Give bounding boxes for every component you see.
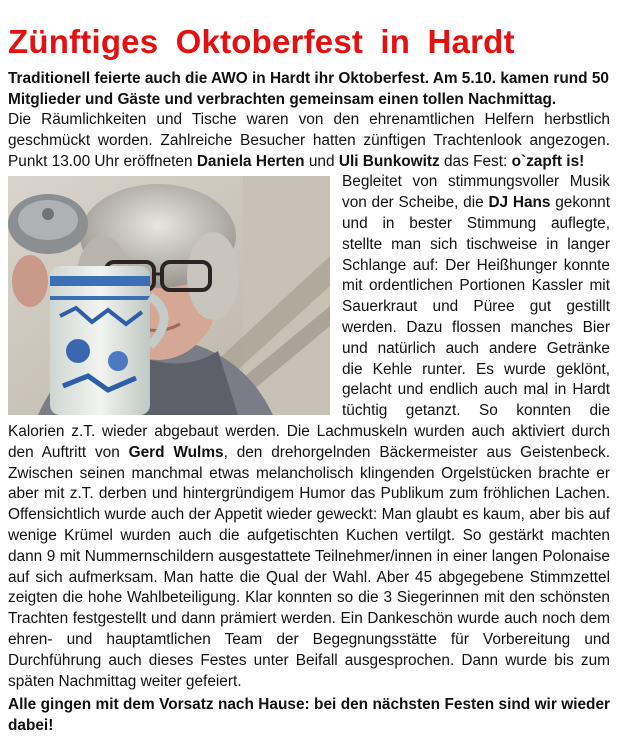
host-name-2: Uli Bunkowitz (338, 152, 440, 170)
article (8, 0, 610, 736)
intro-text-2: und (304, 152, 339, 170)
body-text-1: Begleitet von stimmungsvoller Musik von der Scheibe, die (342, 173, 610, 212)
body-text-2: gekonnt und in bester Stimmung auflegte, stellte man sich tischweise in langer Schlange auf: Der Heißhunger konnte mit ordentlichen Portionen Kassler mit Sauerkraut und Püree gut gestillt werden. Dazu flossen manches Bier und natürlich auch andere Getränke die Kehle runter. Es wurde geklönt, gelacht und endlich auch mal in Hardt tüchtig getanzt. So konnten die Kalorien z.T. wieder abgebaut werden. Die Lachmuskeln wurden auch aktiviert durch den Auftritt von (8, 194, 610, 461)
lead-paragraph: Traditionell feierte auch die AWO in Hardt ihr Oktoberfest. Am 5.10. kamen rund 50 Mitglieder und Gäste und verbrachten gemeinsam einen tollen Nachmittag. (8, 70, 609, 108)
headline: Zünftiges Oktoberfest in Hardt (8, 23, 515, 60)
closing-paragraph: Alle gingen mit dem Vorsatz nach Hause: bei den nächsten Festen sind wir wieder dabei! (8, 696, 610, 735)
performer-name: Gerd Wulms (128, 443, 224, 461)
intro-text-1: Die Räumlichkeiten und Tische waren von den ehrenamtlichen Helfern herbstlich geschmückt worden. Zahlreiche Besucher hatten zünftigen Trachtenlook angezogen. Punkt 13.00 Uhr eröffneten (8, 111, 610, 170)
opening-call: o`zapft is! (511, 152, 585, 170)
host-name-1: Daniela Herten (196, 152, 305, 170)
woman-with-beer-stein-photo (8, 176, 330, 415)
body-text-3: , den drehorgelnden Bäckermeister aus Geistenbeck. Zwischen seinen manchmal etwas melancholisch klingenden Orgelstücken brachte er aber mit z.T. derben und hintergründigem Humor das Publikum zum fröhlichen Lachen. Offensichtlich wurde auch der Appetit wieder geweckt: Man glaubt es kaum, aber bis auf wenige Krümel wurden auch die aufgetischten Kuchen vertilgt. So gestärkt machten dann 9 mit Nummernschildern ausgestattete Teilnehmer/innen in einer langen Polonaise auf sich aufmerksam. Man hatte die Qual der Wahl. Aber 45 abgegebene Stimmzettel zeigten die hohe Wahlbeteiligung. Klar konnten so die 3 Siegerinnen mit den schönsten Trachten festgestellt und dann prämiert werden. Ein Dankeschön wurde auch noch dem ehren- und hauptamtlichen Team der Begegnungsstätte für Vorbereitung und Durchführung auch dieses Festes unter Beifall ausgesprochen. Dann wurde bis zum späten Nachmittag weiter gefeiert. (8, 443, 610, 690)
event-photo (8, 176, 330, 415)
intro-text-3: das Fest: (439, 152, 512, 170)
intro-paragraph (8, 110, 610, 172)
dj-name: DJ Hans (488, 194, 551, 212)
